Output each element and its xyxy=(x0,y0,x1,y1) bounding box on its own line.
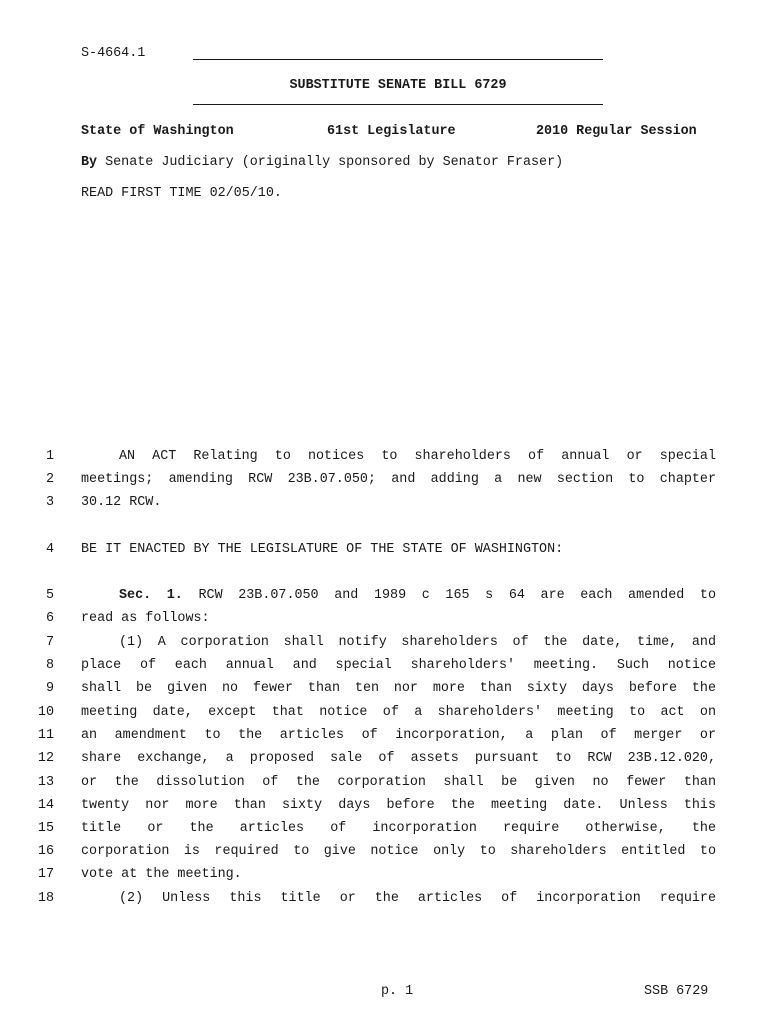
sponsor-text: Senate Judiciary (originally sponsored by Senator Fraser) xyxy=(97,155,564,170)
line-text: meetings; amending RCW 23B.07.050; and adding a new section to chapter xyxy=(81,472,716,487)
line-text: or the dissolution of the corporation shall be given no fewer than xyxy=(81,775,716,790)
body-line xyxy=(0,821,770,844)
line-text: title or the articles of incorporation require otherwise, the xyxy=(81,821,716,836)
line-text: place of each annual and special shareholders' meeting. Such notice xyxy=(81,658,716,673)
header-rule-bottom xyxy=(193,104,603,105)
line-text: shall be given no fewer than ten nor more than sixty days before the xyxy=(81,681,716,696)
body-line xyxy=(0,658,770,681)
body-line xyxy=(0,705,770,728)
body-line xyxy=(0,751,770,774)
header-rule-top xyxy=(193,59,603,60)
body-line xyxy=(0,681,770,704)
line-number: 5 xyxy=(45,588,54,603)
body-line xyxy=(0,728,770,751)
line-number: 15 xyxy=(37,821,54,836)
line-text: AN ACT Relating to notices to shareholders of annual or special xyxy=(119,449,716,464)
bill-title: SUBSTITUTE SENATE BILL 6729 xyxy=(289,78,507,93)
footer-doc-ref: SSB 6729 xyxy=(644,984,709,999)
body-line xyxy=(0,867,770,890)
line-text xyxy=(81,588,716,603)
line-number: 7 xyxy=(45,635,54,650)
line-text: (1) A corporation shall notify shareholders of the date, time, and xyxy=(119,635,716,650)
line-number: 13 xyxy=(37,775,54,790)
line-number: 8 xyxy=(45,658,54,673)
page-number: p. 1 xyxy=(381,984,414,999)
line-number: 14 xyxy=(37,798,54,813)
line-number: 18 xyxy=(37,891,54,906)
line-number: 17 xyxy=(37,867,54,882)
section-text: RCW 23B.07.050 and 1989 c 165 s 64 are each amended to xyxy=(198,588,716,603)
by-label: By xyxy=(81,155,98,170)
legislature-label: 61st Legislature xyxy=(327,124,456,139)
line-text: 30.12 RCW. xyxy=(81,495,162,510)
line-number: 12 xyxy=(37,751,54,766)
read-first-time: READ FIRST TIME 02/05/10. xyxy=(81,186,282,201)
body-line xyxy=(0,891,770,914)
body-line xyxy=(0,844,770,867)
body-line xyxy=(0,542,770,565)
doc-id: S-4664.1 xyxy=(81,46,146,61)
line-number: 1 xyxy=(45,449,54,464)
body-line xyxy=(0,449,770,472)
line-text: read as follows: xyxy=(81,611,210,626)
body-line xyxy=(0,588,770,611)
sponsor-line xyxy=(81,155,563,170)
line-number: 10 xyxy=(37,705,54,720)
body-line xyxy=(0,798,770,821)
line-number: 6 xyxy=(45,611,54,626)
body-line xyxy=(0,472,770,495)
line-number: 11 xyxy=(37,728,54,743)
line-number: 9 xyxy=(45,681,54,696)
line-text: share exchange, a proposed sale of assets pursuant to RCW 23B.12.020, xyxy=(81,751,716,766)
line-text: an amendment to the articles of incorporation, a plan of merger or xyxy=(81,728,716,743)
line-number: 16 xyxy=(37,844,54,859)
state-label: State of Washington xyxy=(81,124,234,139)
session-label: 2010 Regular Session xyxy=(536,124,697,139)
body-line xyxy=(0,635,770,658)
body-line xyxy=(0,775,770,798)
line-text: vote at the meeting. xyxy=(81,867,242,882)
body-line xyxy=(0,611,770,634)
line-text: corporation is required to give notice only to shareholders entitled to xyxy=(81,844,716,859)
line-text: BE IT ENACTED BY THE LEGISLATURE OF THE STATE OF WASHINGTON: xyxy=(81,542,564,557)
line-number: 4 xyxy=(45,542,54,557)
line-number: 3 xyxy=(45,495,54,510)
section-heading: Sec. 1. xyxy=(119,588,183,603)
line-text: meeting date, except that notice of a shareholders' meeting to act on xyxy=(81,705,716,720)
line-number: 2 xyxy=(45,472,54,487)
line-text: (2) Unless this title or the articles of incorporation require xyxy=(119,891,716,906)
body-line xyxy=(0,495,770,518)
line-text: twenty nor more than sixty days before the meeting date. Unless this xyxy=(81,798,716,813)
